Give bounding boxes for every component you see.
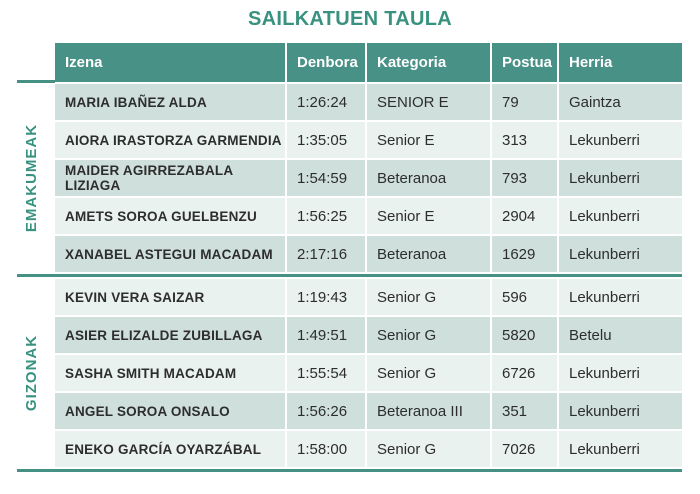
section-label-gizonak: GIZONAK (23, 334, 40, 412)
cell-kategoria: SENIOR E (365, 84, 490, 120)
section-label-emakumeak: EMAKUMEAK (23, 123, 40, 233)
cell-kategoria: Beteranoa (365, 160, 490, 196)
cell-herria: Lekunberri (557, 160, 682, 196)
cell-denbora: 1:49:51 (285, 317, 365, 353)
section-top-rule (17, 80, 55, 83)
cell-izena: ANGEL SOROA ONSALO (65, 403, 230, 419)
cell-kategoria: Senior E (365, 198, 490, 234)
table-row (55, 122, 682, 158)
cell-kategoria: Beteranoa III (365, 393, 490, 429)
table-header-row (55, 43, 682, 82)
cell-postua: 79 (490, 84, 557, 120)
cell-izena: ENEKO GARCÍA OYARZÁBAL (65, 441, 262, 457)
table-row (55, 84, 682, 120)
table-row (55, 198, 682, 234)
cell-postua: 313 (490, 122, 557, 158)
results-table (55, 43, 682, 472)
cell-denbora: 1:55:54 (285, 355, 365, 391)
cell-postua: 5820 (490, 317, 557, 353)
table-bottom-rule-left (17, 469, 55, 472)
cell-herria: Lekunberri (557, 236, 682, 272)
cell-kategoria: Senior G (365, 355, 490, 391)
cell-denbora: 1:35:05 (285, 122, 365, 158)
cell-herria: Lekunberri (557, 355, 682, 391)
cell-izena: AIORA IRASTORZA GARMENDIA (65, 132, 282, 148)
cell-herria: Lekunberri (557, 122, 682, 158)
table-bottom-rule (55, 469, 682, 472)
table-row (55, 355, 682, 391)
section-middle-rule (55, 274, 682, 277)
cell-kategoria: Senior G (365, 317, 490, 353)
cell-herria: Lekunberri (557, 393, 682, 429)
table-row (55, 160, 682, 196)
section-emakumeak (55, 84, 682, 272)
cell-izena: AMETS SOROA GUELBENZU (65, 208, 257, 224)
table-row (55, 393, 682, 429)
section-gizonak (55, 279, 682, 467)
table-row (55, 279, 682, 315)
cell-kategoria: Beteranoa (365, 236, 490, 272)
cell-denbora: 1:54:59 (285, 160, 365, 196)
cell-izena: SASHA SMITH MACADAM (65, 365, 237, 381)
column-header-postua: Postua (490, 43, 557, 82)
cell-denbora: 1:58:00 (285, 431, 365, 467)
table-row (55, 317, 682, 353)
column-header-kategoria: Kategoria (365, 43, 490, 82)
cell-postua: 793 (490, 160, 557, 196)
cell-postua: 351 (490, 393, 557, 429)
cell-izena: MAIDER AGIRREZABALA LIZIAGA (65, 163, 233, 193)
cell-postua: 7026 (490, 431, 557, 467)
cell-kategoria: Senior G (365, 431, 490, 467)
cell-denbora: 1:26:24 (285, 84, 365, 120)
cell-izena: XANABEL ASTEGUI MACADAM (65, 246, 273, 262)
cell-postua: 596 (490, 279, 557, 315)
cell-denbora: 1:19:43 (285, 279, 365, 315)
cell-denbora: 2:17:16 (285, 236, 365, 272)
page-title: SAILKATUEN TAULA (247, 8, 453, 30)
cell-postua: 1629 (490, 236, 557, 272)
column-header-denbora: Denbora (285, 43, 365, 82)
table-row (55, 236, 682, 272)
cell-kategoria: Senior G (365, 279, 490, 315)
cell-herria: Gaintza (557, 84, 682, 120)
cell-izena: ASIER ELIZALDE ZUBILLAGA (65, 327, 263, 343)
table-row (55, 431, 682, 467)
cell-izena: KEVIN VERA SAIZAR (65, 289, 205, 305)
cell-herria: Betelu (557, 317, 682, 353)
cell-izena: MARIA IBAÑEZ ALDA (65, 94, 207, 110)
cell-herria: Lekunberri (557, 198, 682, 234)
column-header-izena: Izena (65, 54, 103, 71)
cell-denbora: 1:56:25 (285, 198, 365, 234)
cell-herria: Lekunberri (557, 431, 682, 467)
section-middle-rule-left (17, 274, 55, 277)
cell-herria: Lekunberri (557, 279, 682, 315)
cell-postua: 6726 (490, 355, 557, 391)
column-header-herria: Herria (557, 43, 682, 82)
cell-kategoria: Senior E (365, 122, 490, 158)
cell-denbora: 1:56:26 (285, 393, 365, 429)
cell-postua: 2904 (490, 198, 557, 234)
